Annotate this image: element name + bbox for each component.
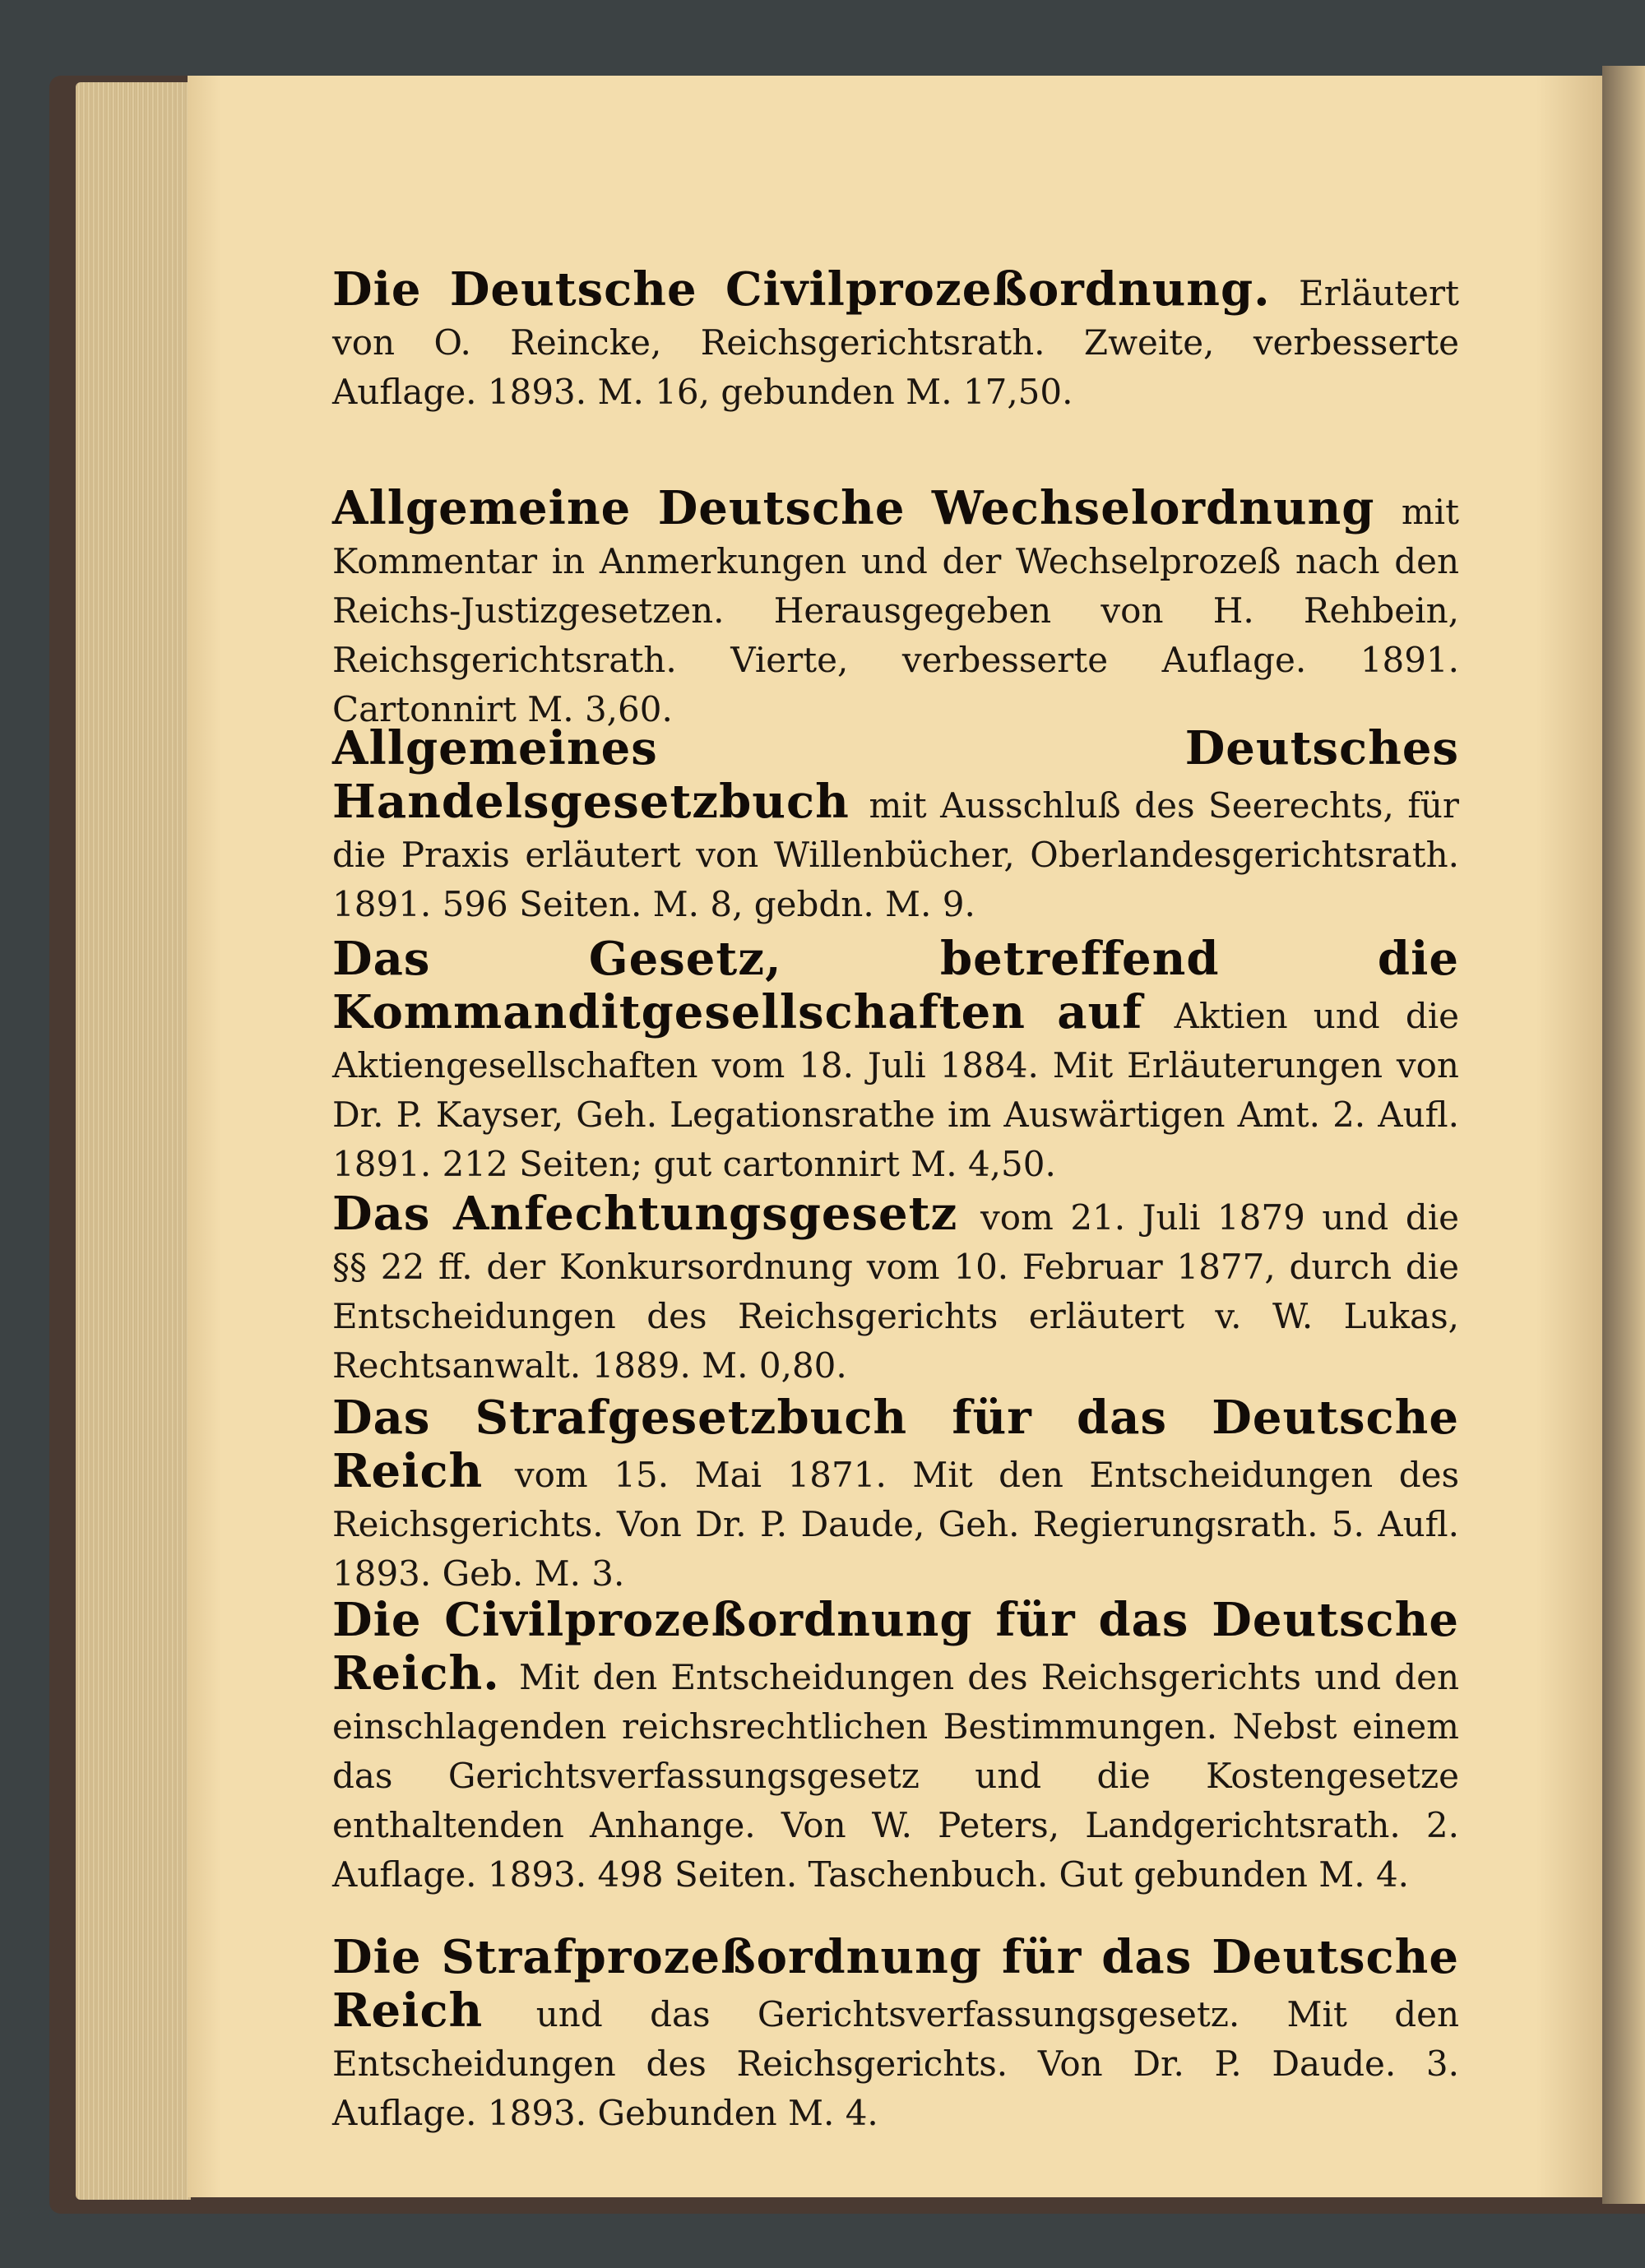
catalog-entry — [332, 481, 1459, 734]
right-page-edge — [1602, 66, 1645, 2204]
catalog-entry — [332, 1189, 1459, 1391]
entry-text: vom 15. Mai 1871. Mit den Entscheidungen des Reichsgerichts. Von Dr. P. Daude, Geh. Regierungsrath. 5. Aufl. 1893. Geb. M. 3. — [332, 1455, 1460, 1594]
entry-text: vom 21. Juli 1879 und die §§ 22 ff. der Konkursordnung vom 10. Februar 1877, durch die Entscheidungen des Reichsgerichts erläutert v. W. Lukas, Rechtsanwalt. 1889. M. 0,80. — [332, 1197, 1459, 1386]
entry-title: Das Anfechtungsgesetz — [332, 1187, 980, 1241]
catalog-entry — [332, 721, 1459, 929]
catalog-entry — [332, 1393, 1459, 1599]
entry-title: Die Civilprozeßordnung für das Deutsche Reich. — [332, 1593, 1459, 1701]
entry-text: Mit den Entscheidungen des Reichsgerichts und den einschlagenden reichsrechtlichen Bestimmungen. Nebst einem das Gerichtsverfassungsgesetz und die Kostengesetze enthaltenden Anhange. Von W. Peters, Landgerichtsrath. 2. Auflage. 1893. 498 Seiten. Taschenbuch. Gut gebunden M. 4. — [332, 1657, 1460, 1895]
page-edges — [76, 82, 191, 2200]
entry-title: Allgemeine Deutsche Wechselordnung — [332, 481, 1402, 535]
entry-text: mit Ausschluß des Seerechts, für die Praxis erläutert von Willenbücher, Oberlandesgerichtsrath. 1891. 596 Seiten. M. 8, gebdn. M. 9. — [332, 785, 1459, 924]
entry-text: Aktien und die Aktiengesellschaften vom 18. Juli 1884. Mit Erläuterungen von Dr. P. Kayser, Geh. Legationsrathe im Auswärtigen Amt. 2. Aufl. 1891. 212 Seiten; gut cartonnirt M. 4,50. — [332, 996, 1460, 1184]
entry-title: Das Gesetz, betreffend die Kommanditgesellschaften auf — [332, 932, 1459, 1039]
catalog-entry — [332, 1932, 1459, 2138]
entry-text: mit Kommentar in Anmerkungen und der Wechselprozeß nach den Reichs-Justizgesetzen. Herausgegeben von H. Rehbein, Reichsgerichtsrath. Vierte, verbesserte Auflage. 1891. Cartonnirt M. 3,60. — [332, 492, 1459, 729]
entry-title: Die Strafprozeßordnung für das Deutsche Reich — [332, 1930, 1459, 2038]
catalog-entry — [332, 934, 1459, 1189]
entry-text: und das Gerichtsverfassungsgesetz. Mit den Entscheidungen des Reichsgerichts. Von Dr. P. Daude. 3. Auflage. 1893. Gebunden M. 4. — [332, 1994, 1460, 2133]
catalog-entry — [332, 262, 1459, 417]
entry-title: Das Strafgesetzbuch für das Deutsche Reich — [332, 1391, 1459, 1498]
catalog-entry — [332, 1595, 1459, 1900]
entry-title: Die Deutsche Civilprozeßordnung. — [332, 262, 1300, 317]
entry-title: Allgemeines Deutsches Handelsgesetzbuch — [332, 721, 1459, 829]
entry-text: Erläutert von O. Reincke, Reichsgerichtsrath. Zweite, verbesserte Auflage. 1893. M. 16, gebunden M. 17,50. — [332, 273, 1459, 412]
